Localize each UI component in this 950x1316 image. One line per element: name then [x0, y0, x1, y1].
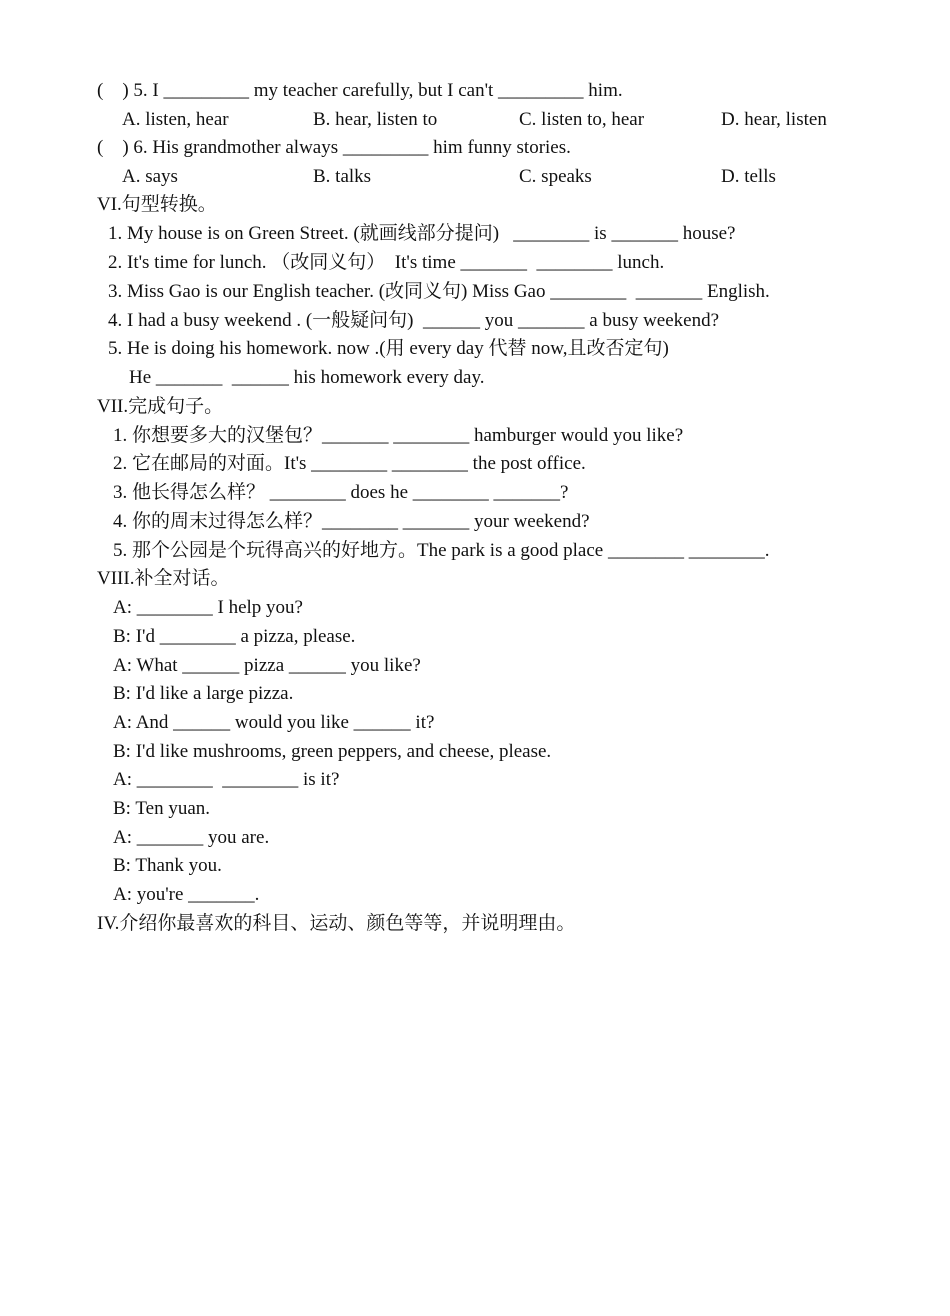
section6-item-4: 4. I had a busy weekend . (一般疑问句) ______ you _______ a busy weekend?: [108, 310, 720, 331]
section7-item-3: 3. 他长得怎么样？ ________ does he ________ _______?: [113, 482, 569, 503]
mcq-q5-option-d: D. hear, listen: [721, 109, 827, 130]
dialogue-line-3: A: What ______ pizza ______ you like?: [113, 655, 421, 676]
dialogue-line-4: B: I'd like a large pizza.: [113, 683, 294, 704]
mcq-q6-option-c: C. speaks: [519, 166, 592, 187]
mcq-q6-stem: ( ) 6. His grandmother always _________ him funny stories.: [97, 137, 571, 158]
dialogue-line-1: A: ________ I help you?: [113, 597, 303, 618]
section6-item-2: 2. It's time for lunch. （改同义句） It's time _______ ________ lunch.: [108, 252, 665, 273]
dialogue-line-2: B: I'd ________ a pizza, please.: [113, 626, 356, 647]
dialogue-line-5: A: And ______ would you like ______ it?: [113, 712, 435, 733]
dialogue-line-10: B: Thank you.: [113, 855, 222, 876]
mcq-q6-option-b: B. talks: [313, 166, 372, 187]
section6-item-3: 3. Miss Gao is our English teacher. (改同义句) Miss Gao ________ _______ English.: [108, 281, 770, 302]
section9-heading: IV.介绍你最喜欢的科目、运动、颜色等等，并说明理由。: [97, 913, 576, 934]
section7-item-4: 4. 你的周末过得怎么样？________ _______ your weekend?: [113, 511, 590, 532]
section7-item-1: 1. 你想要多大的汉堡包？_______ ________ hamburger would you like?: [113, 425, 684, 446]
mcq-q5-option-b: B. hear, listen to: [313, 109, 438, 130]
mcq-q5-stem: ( ) 5. I _________ my teacher carefully, but I can't _________ him.: [97, 80, 623, 101]
section6-heading: VI.句型转换。: [97, 194, 217, 215]
mcq-q6-option-d: D. tells: [721, 166, 776, 187]
section6-item-5: 5. He is doing his homework. now .(用 every day 代替 now,且改否定句): [108, 338, 669, 359]
dialogue-line-11: A: you're _______.: [113, 884, 260, 905]
section6-item-5-answer: He _______ ______ his homework every day.: [129, 367, 485, 388]
section7-item-2: 2. 它在邮局的对面。It's ________ ________ the post office.: [113, 453, 586, 474]
mcq-q6-option-a: A. says: [122, 166, 178, 187]
dialogue-line-7: A: ________ ________ is it?: [113, 769, 340, 790]
mcq-q5-option-a: A. listen, hear: [122, 109, 229, 130]
section8-heading: VIII.补全对话。: [97, 568, 230, 589]
section7-heading: VII.完成句子。: [97, 396, 224, 417]
section7-item-5: 5. 那个公园是个玩得高兴的好地方。The park is a good place ________ ________.: [113, 540, 770, 561]
section6-item-1: 1. My house is on Green Street. (就画线部分提问) ________ is _______ house?: [108, 223, 736, 244]
dialogue-line-6: B: I'd like mushrooms, green peppers, and cheese, please.: [113, 741, 552, 762]
mcq-q5-option-c: C. listen to, hear: [519, 109, 645, 130]
dialogue-line-8: B: Ten yuan.: [113, 798, 211, 819]
dialogue-line-9: A: _______ you are.: [113, 827, 270, 848]
